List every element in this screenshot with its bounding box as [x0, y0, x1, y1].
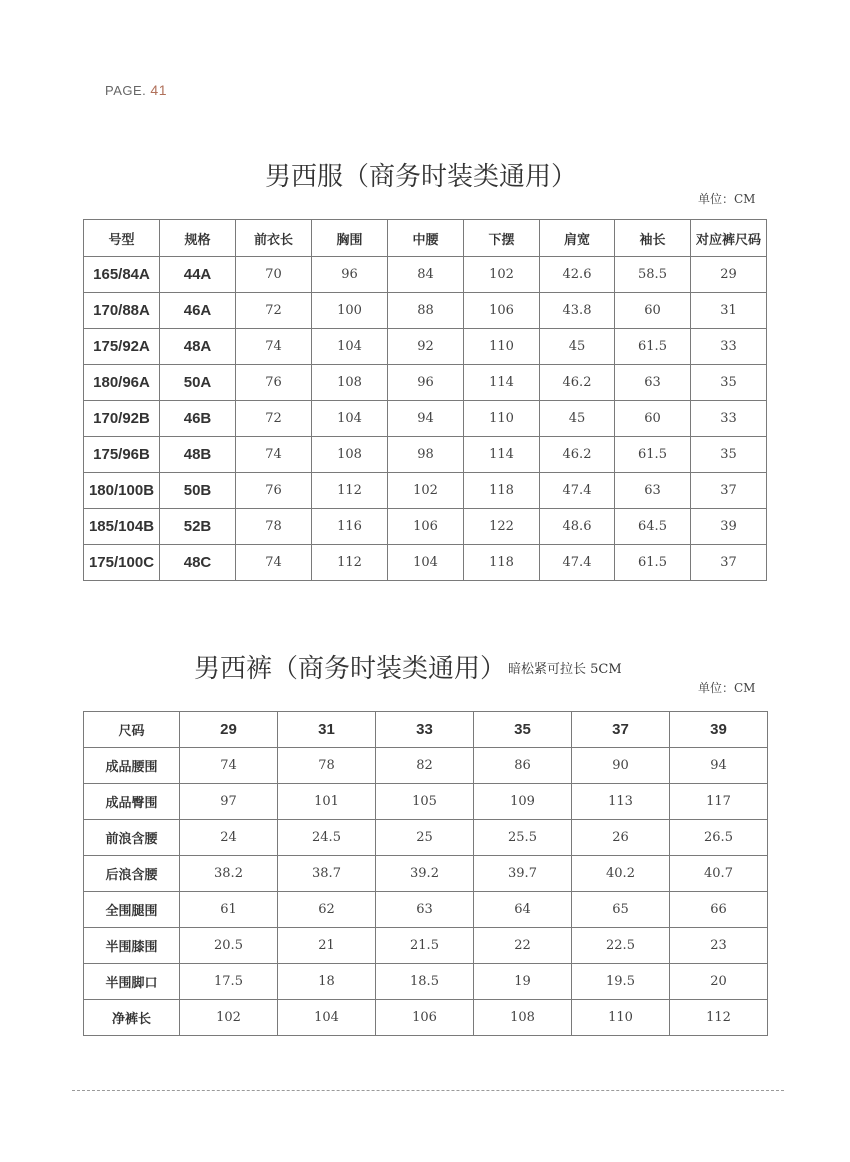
pants-measure-cell: 26 [572, 820, 670, 856]
suit-measure-cell: 37 [691, 545, 767, 581]
pants-measure-cell: 64 [474, 892, 572, 928]
suit-header-cell: 袖长 [615, 220, 691, 257]
suit-spec-cell: 48A [160, 329, 236, 365]
suit-measure-cell: 110 [464, 401, 540, 437]
suit-size-code-cell: 170/88A [84, 293, 160, 329]
pants-table-row [84, 928, 768, 964]
suit-spec-cell: 52B [160, 509, 236, 545]
pants-measure-cell: 38.2 [180, 856, 278, 892]
suit-measure-cell: 70 [236, 257, 312, 293]
pants-row-label: 成品臀围 [84, 784, 180, 820]
pants-measure-cell: 109 [474, 784, 572, 820]
pants-table-row [84, 964, 768, 1000]
pants-table-row [84, 820, 768, 856]
suit-measure-cell: 48.6 [540, 509, 615, 545]
pants-measure-cell: 102 [180, 1000, 278, 1036]
suit-measure-cell: 72 [236, 293, 312, 329]
suit-size-code-cell: 175/96B [84, 437, 160, 473]
pants-measure-cell: 18 [278, 964, 376, 1000]
suit-measure-cell: 61.5 [615, 545, 691, 581]
suit-measure-cell: 45 [540, 329, 615, 365]
pants-measure-cell: 61 [180, 892, 278, 928]
suit-size-code-cell: 180/100B [84, 473, 160, 509]
suit-size-code-cell: 185/104B [84, 509, 160, 545]
page-number-value: 41 [150, 82, 167, 98]
pants-measure-cell: 24.5 [278, 820, 376, 856]
suit-header-cell: 中腰 [388, 220, 464, 257]
suit-measure-cell: 58.5 [615, 257, 691, 293]
suit-measure-cell: 33 [691, 329, 767, 365]
suit-spec-cell: 50B [160, 473, 236, 509]
suit-measure-cell: 104 [388, 545, 464, 581]
footer-dashed-divider [72, 1090, 784, 1091]
suit-measure-cell: 63 [615, 365, 691, 401]
pants-measure-cell: 86 [474, 748, 572, 784]
suit-measure-cell: 110 [464, 329, 540, 365]
suit-measure-cell: 35 [691, 437, 767, 473]
pants-measure-cell: 26.5 [670, 820, 768, 856]
pants-measure-cell: 82 [376, 748, 474, 784]
pants-size-header: 31 [278, 712, 376, 748]
pants-measure-cell: 38.7 [278, 856, 376, 892]
pants-measure-cell: 21 [278, 928, 376, 964]
suit-size-code-cell: 165/84A [84, 257, 160, 293]
pants-measure-cell: 20 [670, 964, 768, 1000]
suit-measure-cell: 88 [388, 293, 464, 329]
pants-measure-cell: 90 [572, 748, 670, 784]
pants-measure-cell: 22 [474, 928, 572, 964]
suit-header-cell: 下摆 [464, 220, 540, 257]
suit-measure-cell: 92 [388, 329, 464, 365]
suit-header-cell: 号型 [84, 220, 160, 257]
pants-size-table [83, 711, 768, 1036]
pants-measure-cell: 110 [572, 1000, 670, 1036]
suit-measure-cell: 112 [312, 545, 388, 581]
pants-measure-cell: 104 [278, 1000, 376, 1036]
suit-size-code-cell: 175/100C [84, 545, 160, 581]
suit-size-code-cell: 175/92A [84, 329, 160, 365]
pants-measure-cell: 74 [180, 748, 278, 784]
suit-measure-cell: 39 [691, 509, 767, 545]
pants-title-text: 男西裤（商务时装类通用） [194, 654, 507, 684]
suit-measure-cell: 63 [615, 473, 691, 509]
suit-measure-cell: 46.2 [540, 365, 615, 401]
pants-row-label: 净裤长 [84, 1000, 180, 1036]
pants-measure-cell: 105 [376, 784, 474, 820]
pants-table-title [194, 648, 622, 685]
suit-measure-cell: 60 [615, 401, 691, 437]
suit-measure-cell: 35 [691, 365, 767, 401]
pants-row-label: 后浪含腰 [84, 856, 180, 892]
suit-measure-cell: 31 [691, 293, 767, 329]
pants-measure-cell: 40.2 [572, 856, 670, 892]
pants-table-row [84, 892, 768, 928]
suit-measure-cell: 84 [388, 257, 464, 293]
pants-row-label: 成品腰围 [84, 748, 180, 784]
suit-measure-cell: 108 [312, 437, 388, 473]
pants-measure-cell: 113 [572, 784, 670, 820]
pants-measure-cell: 23 [670, 928, 768, 964]
suit-measure-cell: 37 [691, 473, 767, 509]
pants-size-header: 39 [670, 712, 768, 748]
suit-measure-cell: 74 [236, 545, 312, 581]
pants-size-header: 29 [180, 712, 278, 748]
pants-size-header: 33 [376, 712, 474, 748]
suit-measure-cell: 47.4 [540, 545, 615, 581]
pants-measure-cell: 39.7 [474, 856, 572, 892]
suit-table-title: 男西服（商务时装类通用） [265, 162, 578, 192]
pants-row-label: 半围脚口 [84, 964, 180, 1000]
suit-size-code-cell: 180/96A [84, 365, 160, 401]
suit-measure-cell: 64.5 [615, 509, 691, 545]
suit-measure-cell: 33 [691, 401, 767, 437]
pants-measure-cell: 22.5 [572, 928, 670, 964]
pants-size-header: 35 [474, 712, 572, 748]
pants-measure-cell: 94 [670, 748, 768, 784]
suit-header-cell: 胸围 [312, 220, 388, 257]
suit-measure-cell: 47.4 [540, 473, 615, 509]
suit-unit-label: 单位：CM [698, 192, 756, 206]
suit-measure-cell: 114 [464, 365, 540, 401]
pants-measure-cell: 17.5 [180, 964, 278, 1000]
page-number [105, 82, 167, 98]
suit-measure-cell: 72 [236, 401, 312, 437]
suit-measure-cell: 96 [388, 365, 464, 401]
suit-table-row [84, 329, 767, 365]
pants-measure-cell: 65 [572, 892, 670, 928]
suit-table-row [84, 257, 767, 293]
suit-measure-cell: 102 [388, 473, 464, 509]
suit-measure-cell: 114 [464, 437, 540, 473]
suit-measure-cell: 60 [615, 293, 691, 329]
pants-measure-cell: 24 [180, 820, 278, 856]
pants-unit-label: 单位：CM [698, 681, 756, 695]
suit-table-row [84, 401, 767, 437]
pants-table-row [84, 1000, 768, 1036]
suit-measure-cell: 74 [236, 437, 312, 473]
suit-measure-cell: 76 [236, 473, 312, 509]
pants-measure-cell: 19 [474, 964, 572, 1000]
pants-measure-cell: 78 [278, 748, 376, 784]
pants-table-row [84, 784, 768, 820]
suit-measure-cell: 122 [464, 509, 540, 545]
suit-measure-cell: 29 [691, 257, 767, 293]
suit-measure-cell: 61.5 [615, 329, 691, 365]
pants-row-label: 半围膝围 [84, 928, 180, 964]
pants-table-row [84, 748, 768, 784]
pants-measure-cell: 101 [278, 784, 376, 820]
suit-measure-cell: 45 [540, 401, 615, 437]
suit-table-row [84, 437, 767, 473]
suit-measure-cell: 112 [312, 473, 388, 509]
suit-measure-cell: 106 [464, 293, 540, 329]
suit-measure-cell: 78 [236, 509, 312, 545]
pants-measure-cell: 66 [670, 892, 768, 928]
pants-measure-cell: 40.7 [670, 856, 768, 892]
suit-measure-cell: 94 [388, 401, 464, 437]
pants-header-row [84, 712, 768, 748]
suit-table-row [84, 509, 767, 545]
suit-spec-cell: 46A [160, 293, 236, 329]
pants-table-row [84, 856, 768, 892]
suit-spec-cell: 46B [160, 401, 236, 437]
suit-measure-cell: 46.2 [540, 437, 615, 473]
suit-header-row [84, 220, 767, 257]
pants-measure-cell: 25 [376, 820, 474, 856]
pants-measure-cell: 39.2 [376, 856, 474, 892]
suit-measure-cell: 116 [312, 509, 388, 545]
suit-measure-cell: 102 [464, 257, 540, 293]
pants-measure-cell: 20.5 [180, 928, 278, 964]
suit-size-table [83, 219, 767, 581]
suit-measure-cell: 98 [388, 437, 464, 473]
suit-spec-cell: 50A [160, 365, 236, 401]
pants-row-label: 前浪含腰 [84, 820, 180, 856]
suit-measure-cell: 61.5 [615, 437, 691, 473]
suit-header-cell: 前衣长 [236, 220, 312, 257]
suit-table-row [84, 473, 767, 509]
suit-measure-cell: 118 [464, 473, 540, 509]
suit-measure-cell: 100 [312, 293, 388, 329]
suit-measure-cell: 42.6 [540, 257, 615, 293]
suit-measure-cell: 96 [312, 257, 388, 293]
suit-header-cell: 规格 [160, 220, 236, 257]
pants-row-label: 全围腿围 [84, 892, 180, 928]
pants-measure-cell: 18.5 [376, 964, 474, 1000]
pants-measure-cell: 62 [278, 892, 376, 928]
suit-header-cell: 肩宽 [540, 220, 615, 257]
pants-measure-cell: 117 [670, 784, 768, 820]
pants-measure-cell: 21.5 [376, 928, 474, 964]
pants-subtitle: 暗松紧可拉长 5CM [508, 662, 622, 677]
suit-spec-cell: 48C [160, 545, 236, 581]
suit-header-cell: 对应裤尺码 [691, 220, 767, 257]
suit-measure-cell: 104 [312, 401, 388, 437]
suit-table-row [84, 293, 767, 329]
suit-size-code-cell: 170/92B [84, 401, 160, 437]
pants-size-header: 37 [572, 712, 670, 748]
suit-measure-cell: 118 [464, 545, 540, 581]
page-prefix: PAGE. [105, 83, 147, 98]
pants-measure-cell: 25.5 [474, 820, 572, 856]
suit-spec-cell: 48B [160, 437, 236, 473]
suit-spec-cell: 44A [160, 257, 236, 293]
pants-measure-cell: 19.5 [572, 964, 670, 1000]
suit-measure-cell: 43.8 [540, 293, 615, 329]
pants-measure-cell: 106 [376, 1000, 474, 1036]
suit-measure-cell: 104 [312, 329, 388, 365]
pants-measure-cell: 108 [474, 1000, 572, 1036]
pants-measure-cell: 63 [376, 892, 474, 928]
pants-measure-cell: 112 [670, 1000, 768, 1036]
suit-measure-cell: 108 [312, 365, 388, 401]
suit-measure-cell: 74 [236, 329, 312, 365]
suit-measure-cell: 106 [388, 509, 464, 545]
suit-measure-cell: 76 [236, 365, 312, 401]
pants-measure-cell: 97 [180, 784, 278, 820]
suit-table-row [84, 545, 767, 581]
suit-table-row [84, 365, 767, 401]
pants-corner-cell: 尺码 [84, 712, 180, 748]
